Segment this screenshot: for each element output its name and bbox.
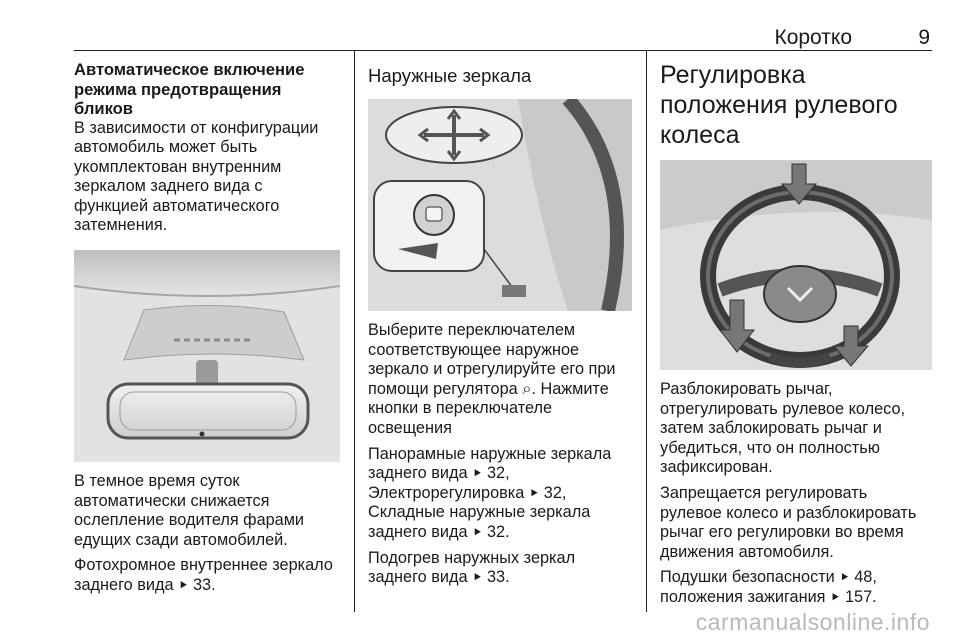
- column-3: [660, 60, 932, 614]
- steering-wheel-heading: Регулировка положения рулевого колеса: [660, 61, 898, 149]
- page-ref-link[interactable]: 48, положения зажигания: [660, 568, 877, 606]
- page-number: 9: [918, 26, 930, 49]
- exterior-mirrors-para1: Выберите переключателем соответствующее наружное зеркало и отрегулируйте его при помощи регулятора ⌕. Нажмите кнопки в переключателе освещения: [368, 321, 616, 437]
- column-divider-2: [646, 50, 647, 612]
- page-ref-arrow-icon: ⯈: [839, 570, 850, 586]
- auto-dimming-intro: В зависимости от конфигурации автомобиль может быть укомплектован внутренним зеркалом заднего вида с функцией автоматического затемнения.: [74, 118, 319, 235]
- page-ref-link[interactable]: 32, Электрорегулировка: [368, 464, 525, 502]
- steering-wheel-para3: Подушки безопасности ⯈ 48, положения зажигания ⯈ 157.: [660, 568, 877, 606]
- auto-dimming-para2: Фотохромное внутреннее зеркало заднего вида ⯈ 33.: [74, 556, 333, 595]
- column-2: [368, 60, 632, 594]
- header-title: Коротко: [774, 26, 852, 49]
- watermark: carmanualsonline.info: [695, 609, 930, 635]
- page-ref-link[interactable]: 33.: [487, 568, 510, 587]
- exterior-mirrors-heading: Наружные зеркала: [368, 65, 532, 86]
- page-ref-link[interactable]: 33.: [193, 576, 216, 595]
- exterior-mirrors-para3: Подогрев наружных зеркал заднего вида ⯈ 33.: [368, 548, 576, 587]
- header-rule: [74, 50, 932, 51]
- page-ref-arrow-icon: ⯈: [472, 570, 483, 586]
- page-ref-link[interactable]: 32.: [487, 522, 510, 541]
- mirror-adjust-icon: ⌕: [522, 379, 532, 398]
- page-ref-arrow-icon: ⯈: [472, 466, 483, 482]
- page-ref-link[interactable]: 157.: [844, 587, 877, 606]
- auto-dimming-para1: В темное время суток автоматически снижается ослепление водителя фарами едущих сзади автомобилей.: [74, 472, 305, 549]
- exterior-mirror-switch-illustration: [368, 99, 632, 311]
- column-1: [74, 60, 340, 602]
- page-ref-arrow-icon: ⯈: [472, 524, 483, 540]
- page-ref-arrow-icon: ⯈: [178, 578, 189, 594]
- auto-dimming-heading: Автоматическое включение режима предотвращения бликов: [74, 60, 305, 118]
- page-ref-arrow-icon: ⯈: [830, 589, 841, 605]
- exterior-mirrors-para2: Панорамные наружные зеркала заднего вида ⯈ 32, Электрорегулировка ⯈ 32, Складные наружные зеркала заднего вида ⯈ 32.: [368, 444, 612, 541]
- page-ref-arrow-icon: ⯈: [528, 485, 540, 501]
- rearview-mirror-illustration: [74, 250, 340, 462]
- steering-wheel-adjust-illustration: [660, 160, 932, 370]
- steering-wheel-para2: Запрещается регулировать рулевое колесо и разблокировать рычаг его регулировки во время движения автомобиля.: [660, 483, 917, 561]
- page-ref-link[interactable]: 32, Складные наружные зеркала заднего вида: [368, 483, 591, 541]
- steering-wheel-para1: Разблокировать рычаг, отрегулировать рулевое колесо, затем заблокировать рычаг и убедиться, что он полностью зафиксирован.: [660, 380, 906, 477]
- column-divider-1: [354, 50, 355, 612]
